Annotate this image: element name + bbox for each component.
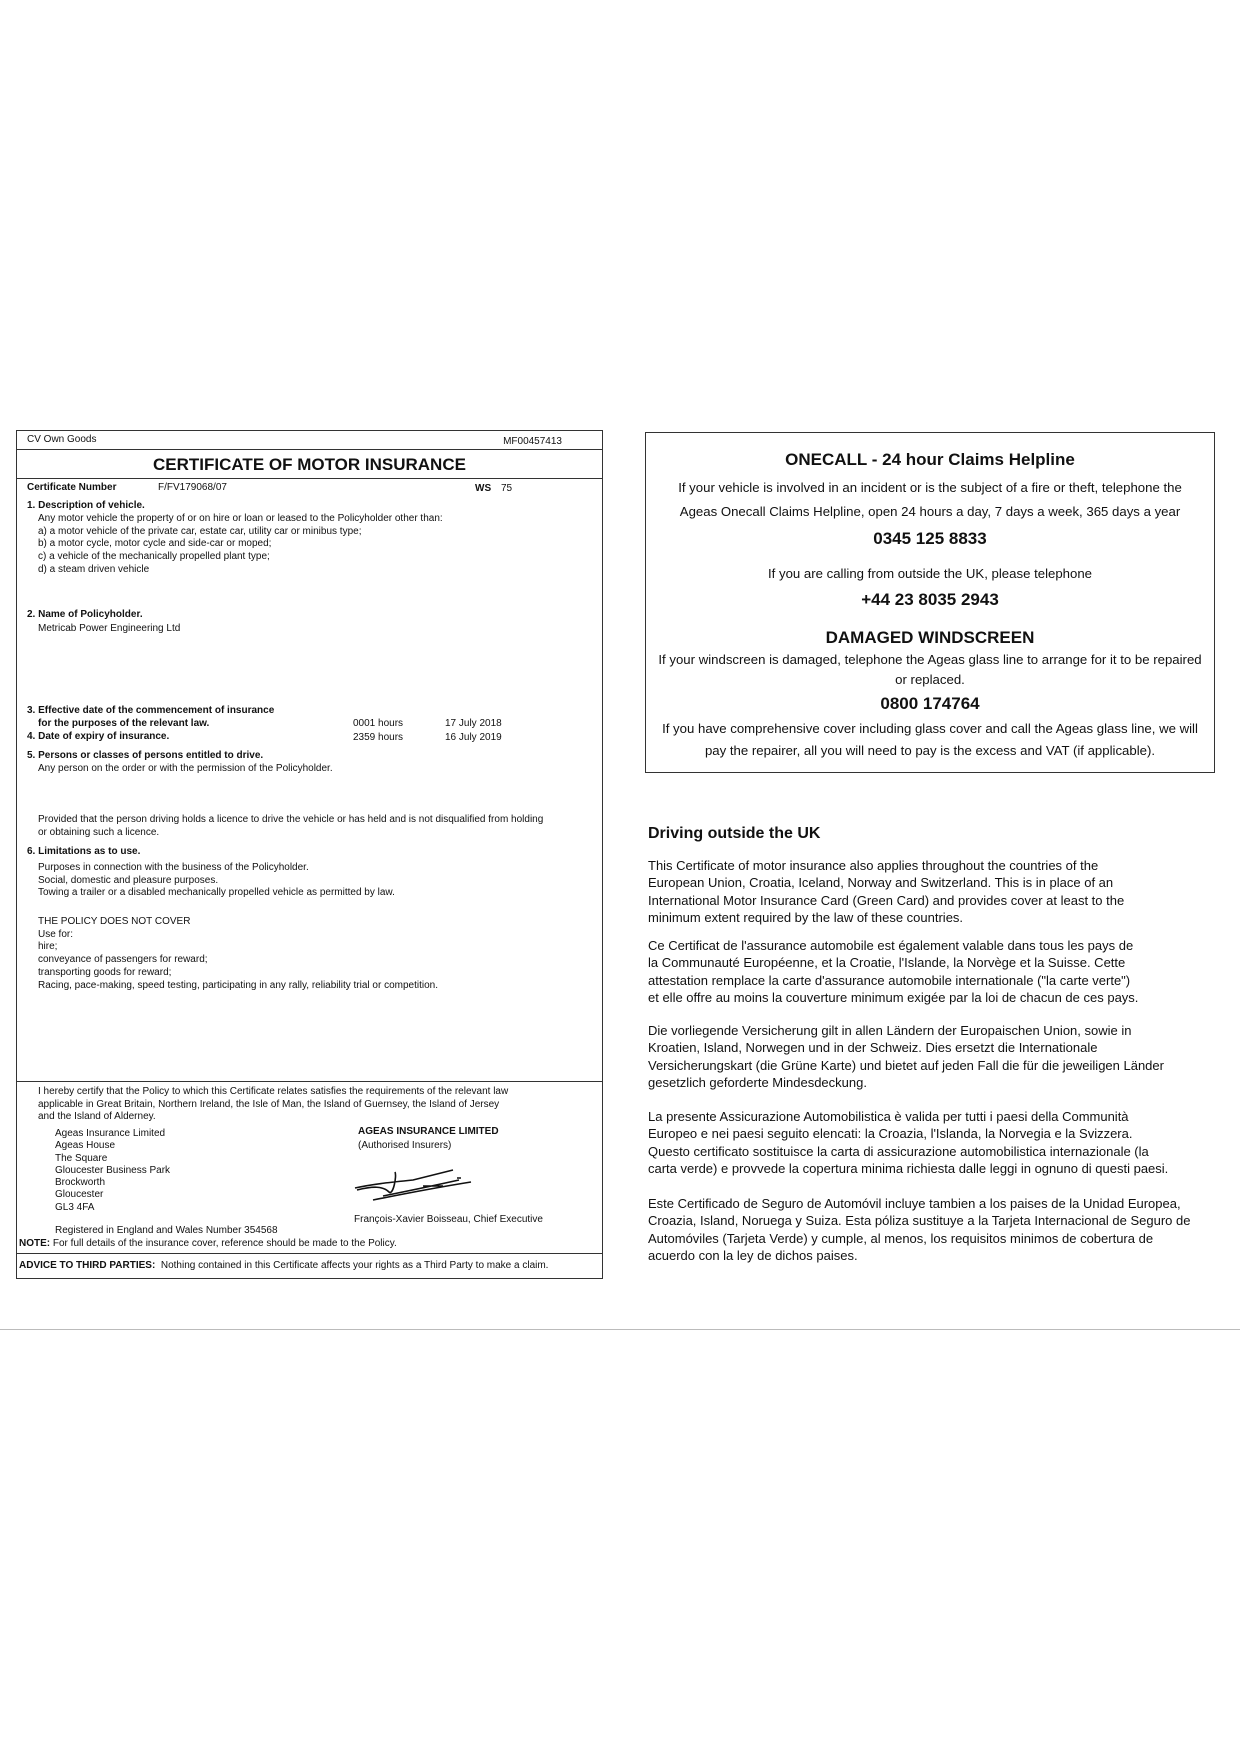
list-item: Any motor vehicle the property of or on hire or loan or leased to the Policyholder other than: xyxy=(38,513,443,524)
section-3-heading: 3. Effective date of the commencement of insurance xyxy=(27,705,275,716)
text-line: or obtaining such a licence. xyxy=(38,826,160,838)
list-item: hire; xyxy=(38,941,58,953)
text-line: acuerdo con la ley de dichos paises. xyxy=(648,1247,858,1263)
list-item: d) a steam driven vehicle xyxy=(38,563,150,575)
advice-label: ADVICE TO THIRD PARTIES: xyxy=(19,1260,156,1271)
paragraph-french xyxy=(648,937,1208,1006)
licence-proviso xyxy=(38,814,543,839)
divider xyxy=(17,1253,602,1254)
divider xyxy=(17,1081,602,1082)
windscreen-title: DAMAGED WINDSCREEN xyxy=(825,628,1035,647)
note xyxy=(19,1238,397,1251)
insurer-name: AGEAS INSURANCE LIMITED xyxy=(358,1126,499,1137)
list-item: Use for: xyxy=(38,928,74,940)
certification-statement xyxy=(38,1086,508,1124)
text-line: gesetzlich geforderte Mindesdeckung. xyxy=(648,1074,867,1090)
text-line: Automóviles (Tarjeta Verde) y cumple, al menos, los requisitos minimos de cobertura de xyxy=(648,1230,1154,1246)
list-item: Purposes in connection with the business of the Policyholder. xyxy=(38,862,309,873)
paragraph-german xyxy=(648,1022,1208,1091)
ws-value: 75 xyxy=(501,483,513,494)
text-line: and the Island of Alderney. xyxy=(38,1111,156,1123)
exclusions xyxy=(38,916,438,992)
third-party-advice xyxy=(19,1260,548,1273)
list-item: THE POLICY DOES NOT COVER xyxy=(38,916,191,927)
text-line: Die vorliegende Versicherung gilt in allen Ländern der Europaischen Union, sowie in xyxy=(648,1023,1132,1038)
text-line: I hereby certify that the Policy to which this Certificate relates satisfies the requirements of the relevant law xyxy=(38,1086,509,1097)
glass-text-line: pay the repairer, all you will need to pay is the excess and VAT (if applicable). xyxy=(704,743,1156,758)
section-6-heading: 6. Limitations as to use. xyxy=(27,846,141,857)
text-line: Europeo e nei paesi seguito elencati: la Croazia, l'Islanda, la Norvegia e la Svizzera. xyxy=(648,1126,1133,1142)
text-line: Questo certificato sostituisce la carta di assicurazione automobilistica internazionale (la xyxy=(648,1143,1149,1159)
address-line: Gloucester Business Park xyxy=(55,1164,171,1176)
insurer-subtitle: (Authorised Insurers) xyxy=(358,1140,452,1151)
section-6-list xyxy=(38,862,395,900)
helpline-text-line: If your vehicle is involved in an incident or is the subject of a fire or theft, telephone the xyxy=(678,480,1182,495)
list-item: transporting goods for reward; xyxy=(38,966,172,978)
list-item: a) a motor vehicle of the private car, estate car, utility car or minibus type; xyxy=(38,525,362,537)
text-line: carta verde) e provvede la copertura minima richiesta dalle leggi in ognuno di questi paesi. xyxy=(648,1160,1169,1176)
ws-label: WS xyxy=(475,483,492,494)
text-line: La presente Assicurazione Automobilistica è valida per tutti i paesi della Communità xyxy=(648,1109,1129,1124)
registration-number: Registered in England and Wales Number 354568 xyxy=(55,1225,278,1236)
section-5-heading: 5. Persons or classes of persons entitled to drive. xyxy=(27,750,264,761)
text-line: et elle offre au moins la couverture minimum exigée par la loi de chacun de ces pays. xyxy=(648,989,1139,1005)
text-line: Provided that the person driving holds a licence to drive the vehicle or has held and is not disqualified from holding xyxy=(38,814,544,825)
section-1-heading: 1. Description of vehicle. xyxy=(27,500,145,511)
text-line: Ce Certificat de l'assurance automobile est également valable dans tous les pays de xyxy=(648,938,1134,953)
reference-number: MF00457413 xyxy=(503,436,562,447)
list-item: Social, domestic and pleasure purposes. xyxy=(38,874,219,886)
section-2-heading: 2. Name of Policyholder. xyxy=(27,609,143,620)
paragraph-english xyxy=(648,857,1208,926)
helpline-phone: 0345 125 8833 xyxy=(873,529,987,548)
text-line: International Motor Insurance Card (Green Card) and provides cover at least to the xyxy=(648,892,1125,908)
text-line: European Union, Croatia, Iceland, Norway and Switzerland. This is in place of an xyxy=(648,875,1114,891)
text-line: Kroatien, Island, Norwegen und in der Schweiz. Dies ersetzt die Internationale xyxy=(648,1040,1098,1056)
list-item: c) a vehicle of the mechanically propelled plant type; xyxy=(38,551,270,563)
text-line: applicable in Great Britain, Northern Ireland, the Isle of Man, the Island of Guernsey, the Island of Jersey xyxy=(38,1098,500,1110)
list-item: conveyance of passengers for reward; xyxy=(38,954,208,966)
section-4-heading: 4. Date of expiry of insurance. xyxy=(27,731,170,742)
divider xyxy=(17,478,602,479)
text-line: attestation remplace la carte d'assurance automobile internationale ("la carte verte") xyxy=(648,972,1131,988)
signatory: François-Xavier Boisseau, Chief Executive xyxy=(354,1214,543,1225)
start-date: 17 July 2018 xyxy=(445,718,502,729)
claims-helpline-box xyxy=(645,432,1215,773)
policy-type: CV Own Goods xyxy=(27,434,97,445)
text-line: Versicherungskart (die Grüne Karte) und bietet auf jeden Fall die für die jeweiligen Länder xyxy=(648,1057,1164,1073)
address-line: Ageas Insurance Limited xyxy=(55,1128,166,1139)
outside-uk-phone: +44 23 8035 2943 xyxy=(861,590,999,609)
list-item: b) a motor cycle, motor cycle and side-car or moped; xyxy=(38,538,272,550)
text-line: Croazia, Island, Noruega y Suiza. Esta póliza sustituye a la Tarjeta Internacional de Seguro de xyxy=(648,1213,1191,1229)
address-line: GL3 4FA xyxy=(55,1201,95,1213)
text-line: la Communauté Européenne, et la Croatie, l'Islande, la Norvège et la Suisse. Cette xyxy=(648,955,1126,971)
address-line: Brockworth xyxy=(55,1177,106,1189)
divider xyxy=(17,449,602,450)
section-3-heading-cont: for the purposes of the relevant law. xyxy=(38,718,210,729)
driving-outside-uk-heading: Driving outside the UK xyxy=(648,825,821,842)
signature-image xyxy=(353,1166,473,1204)
glass-text-line: If you have comprehensive cover including glass cover and call the Ageas glass line, we will xyxy=(662,721,1198,736)
paragraph-italian xyxy=(648,1108,1208,1177)
text-line: minimum extent required by the law of these countries. xyxy=(648,909,964,925)
policyholder-name: Metricab Power Engineering Ltd xyxy=(38,623,181,634)
windscreen-text-line: or replaced. xyxy=(895,672,965,687)
outside-uk-text: If you are calling from outside the UK, please telephone xyxy=(767,566,1093,581)
note-text: For full details of the insurance cover, reference should be made to the Policy. xyxy=(52,1238,397,1249)
certificate-number-label: Certificate Number xyxy=(27,482,117,493)
helpline-text-line: Ageas Onecall Claims Helpline, open 24 hours a day, 7 days a week, 365 days a year xyxy=(679,504,1181,519)
certificate-of-motor-insurance xyxy=(16,430,603,1279)
list-item: Towing a trailer or a disabled mechanically propelled vehicle as permitted by law. xyxy=(38,887,395,899)
section-1-list xyxy=(38,513,443,577)
note-label: NOTE: xyxy=(19,1238,51,1249)
end-time: 2359 hours xyxy=(353,732,404,743)
windscreen-text-line: If your windscreen is damaged, telephone the Ageas glass line to arrange for it to be repaired xyxy=(658,652,1202,667)
end-date: 16 July 2019 xyxy=(445,732,502,743)
insurer-address xyxy=(55,1128,170,1214)
text-line: This Certificate of motor insurance also applies throughout the countries of the xyxy=(648,858,1099,873)
start-time: 0001 hours xyxy=(353,718,404,729)
certificate-number: F/FV179068/07 xyxy=(158,482,227,493)
text-line: Este Certificado de Seguro de Automóvil incluye tambien a los paises de la Unidad Europea, xyxy=(648,1196,1181,1211)
helpline-title: ONECALL - 24 hour Claims Helpline xyxy=(785,450,1075,469)
section-5-text: Any person on the order or with the permission of the Policyholder. xyxy=(38,763,333,774)
list-item: Racing, pace-making, speed testing, participating in any rally, reliability trial or competition. xyxy=(38,979,439,991)
advice-text: Nothing contained in this Certificate affects your rights as a Third Party to make a claim. xyxy=(160,1260,549,1271)
page-fold-line xyxy=(0,1329,1240,1330)
address-line: Ageas House xyxy=(55,1140,116,1152)
glass-line-phone: 0800 174764 xyxy=(880,694,980,713)
address-line: Gloucester xyxy=(55,1189,104,1201)
address-line: The Square xyxy=(55,1152,108,1164)
paragraph-spanish xyxy=(648,1195,1208,1264)
certificate-title: CERTIFICATE OF MOTOR INSURANCE xyxy=(153,455,466,474)
